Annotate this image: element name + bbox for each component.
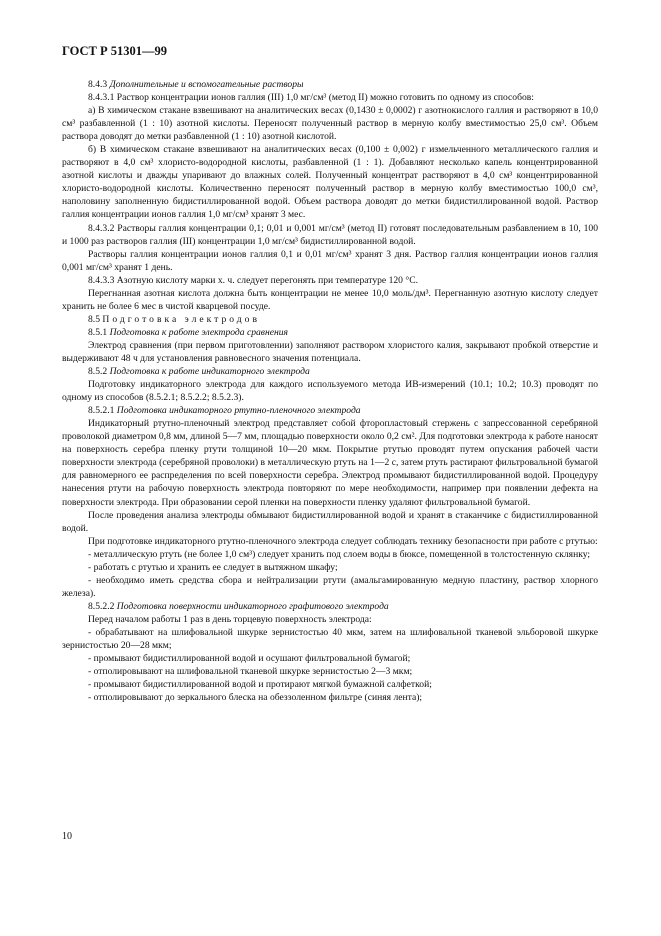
- paragraph: Перегнанная азотная кислота должна быть концентрации не менее 10,0 моль/дм³. Перегнанную азотную кислоту следует хранить не более 6 мес в чистой кварцевой посуде.: [62, 287, 598, 312]
- section-heading: 8.5 Подготовка электродов: [88, 313, 261, 325]
- paragraph: а) В химическом стакане взвешивают на аналитических весах (0,1430 ± 0,0002) г азотнокислого галлия и растворяют в 10,0 см³ разбавленной (1 : 10) азотной кислоты. Переносят полученный раствор в мерную колбу вместимостью 25,0 см³. Объем раствора доводят до метки разбавленной (1 : 10) азотной кислотой.: [62, 105, 598, 143]
- page-number: 10: [62, 831, 72, 842]
- list-item: - металлическую ртуть (не более 1,0 см³) следует хранить под слоем воды в бюксе, помещенной в толстостенную склянку;: [88, 548, 591, 560]
- paragraph: 8.5.2.1 Подготовка индикаторного ртутно-пленочного электрода: [88, 405, 361, 417]
- paragraph: Подготовку индикаторного электрода для каждого используемого метода ИВ-измерений (10.1; 10.2; 10.3) проводят по одному из способов (8.5.2.1; 8.5.2.2; 8.5.2.3).: [62, 379, 598, 404]
- list-item: - промывают бидистиллированной водой и осушают фильтровальной бумагой;: [88, 653, 411, 665]
- list-item: - отполировывают до зеркального блеска на обеззоленном фильтре (синяя лента);: [88, 692, 423, 704]
- document-body: [62, 78, 598, 704]
- paragraph: б) В химическом стакане взвешивают на аналитических весах (0,100 ± 0,002) г измельченного металлического галлия и растворяют в 4,0 см³ хлористо-водородной кислоты, разбавленной (1 : 1). Добавляют несколько капель концентрированной азотной кислоты и дважды упаривают до влажных солей. Полученный концентрат растворяют в 4,0 см³ концентрированной хлористо-водородной кислоты. Количественно переносят полученный раствор в мерную колбу вместимостью 100,0 см³, наполовину заполненную бидистиллированной водой. Объем раствора доводят до метки бидистиллированной водой. Раствор галлия концентрации ионов галлия 1,0 мг/см³ хранят 3 мес.: [62, 144, 598, 221]
- paragraph: 8.4.3.3 Азотную кислоту марки х. ч. следует перегонять при температуре 120 °С.: [88, 274, 418, 286]
- paragraph: При подготовке индикаторного ртутно-пленочного электрода следует соблюдать технику безопасности при работе с ртутью:: [88, 535, 598, 547]
- paragraph: После проведения анализа электроды обмывают бидистиллированной водой и хранят в стаканчике с бидистиллированной водой.: [62, 509, 598, 534]
- paragraph: 8.5.2.2 Подготовка поверхности индикаторного графитового электрода: [88, 600, 389, 612]
- list-item: - работать с ртутью и хранить ее следует в вытяжном шкафу;: [88, 561, 338, 573]
- paragraph: Перед началом работы 1 раз в день торцевую поверхность электрода:: [88, 613, 372, 625]
- paragraph: Индикаторный ртутно-пленочный электрод представляет собой фторопластовый стержень с запрессованной серебряной проволокой диаметром 0,8 мм, длиной 5—7 мм, площадью поверхности около 0,2 см². Для подготовки электрода к работе наносят на поверхность серебра пленку ртути толщиной 10—20 мкм. Покрытие ртутью проводят путем опускания рабочей части поверхности электрода (серебряной проволоки) в металлическую ртуть на 1—2 с, затем ртуть растирают фильтровальной бумагой для равномерного ее распределения по всей поверхности серебра. Электрод промывают бидистиллированной водой. Процедуру нанесения ртути на рабочую поверхность электрода повторяют по мере необходимости, например при появлении дефекта на поверхности электрода. При образовании серой пленки на поверхности пленку удаляют фильтровальной бумагой.: [62, 418, 598, 508]
- document-header: ГОСТ Р 51301—99: [62, 44, 168, 58]
- paragraph: 8.4.3 Дополнительные и вспомогательные растворы: [88, 79, 304, 90]
- list-item: - промывают бидистиллированной водой и протирают мягкой бумажной салфеткой;: [88, 679, 432, 691]
- list-item: - отполировывают на шлифовальной тканевой шкурке зернистостью 2—3 мкм;: [88, 666, 413, 678]
- paragraph: 8.4.3.2 Растворы галлия концентрации 0,1; 0,01 и 0,001 мг/см³ (метод II) готовят последовательным разбавлением в 10, 100 и 1000 раз растворов галлия (III) концентрации 1,0 мг/см³ бидистиллированной водой.: [62, 222, 598, 247]
- paragraph: Электрод сравнения (при первом приготовлении) заполняют раствором хлористого калия, закрывают пробкой отверстие и выдерживают 48 ч для установления равновесного значения потенциала.: [62, 339, 598, 364]
- paragraph: 8.5.1 Подготовка к работе электрода сравнения: [88, 326, 289, 338]
- list-item: - обрабатывают на шлифовальной шкурке зернистостью 40 мкм, затем на шлифовальной тканевой эльборовой шкурке зернистостью 20—28 мкм;: [62, 626, 598, 652]
- paragraph: 8.4.3.1 Раствор концентрации ионов галлия (III) 1,0 мг/см³ (метод II) можно готовить по одному из способов:: [88, 92, 534, 104]
- paragraph: 8.5.2 Подготовка к работе индикаторного электрода: [88, 366, 310, 378]
- list-item: - необходимо иметь средства сбора и нейтрализации ртути (амальгамированную медную пластину, раствор хлорного железа).: [62, 574, 598, 599]
- paragraph: Растворы галлия концентрации ионов галлия 0,1 и 0,01 мг/см³ хранят 3 дня. Раствор галлия концентрации ионов галлия 0,001 мг/см³ хранят 1 день.: [62, 248, 598, 273]
